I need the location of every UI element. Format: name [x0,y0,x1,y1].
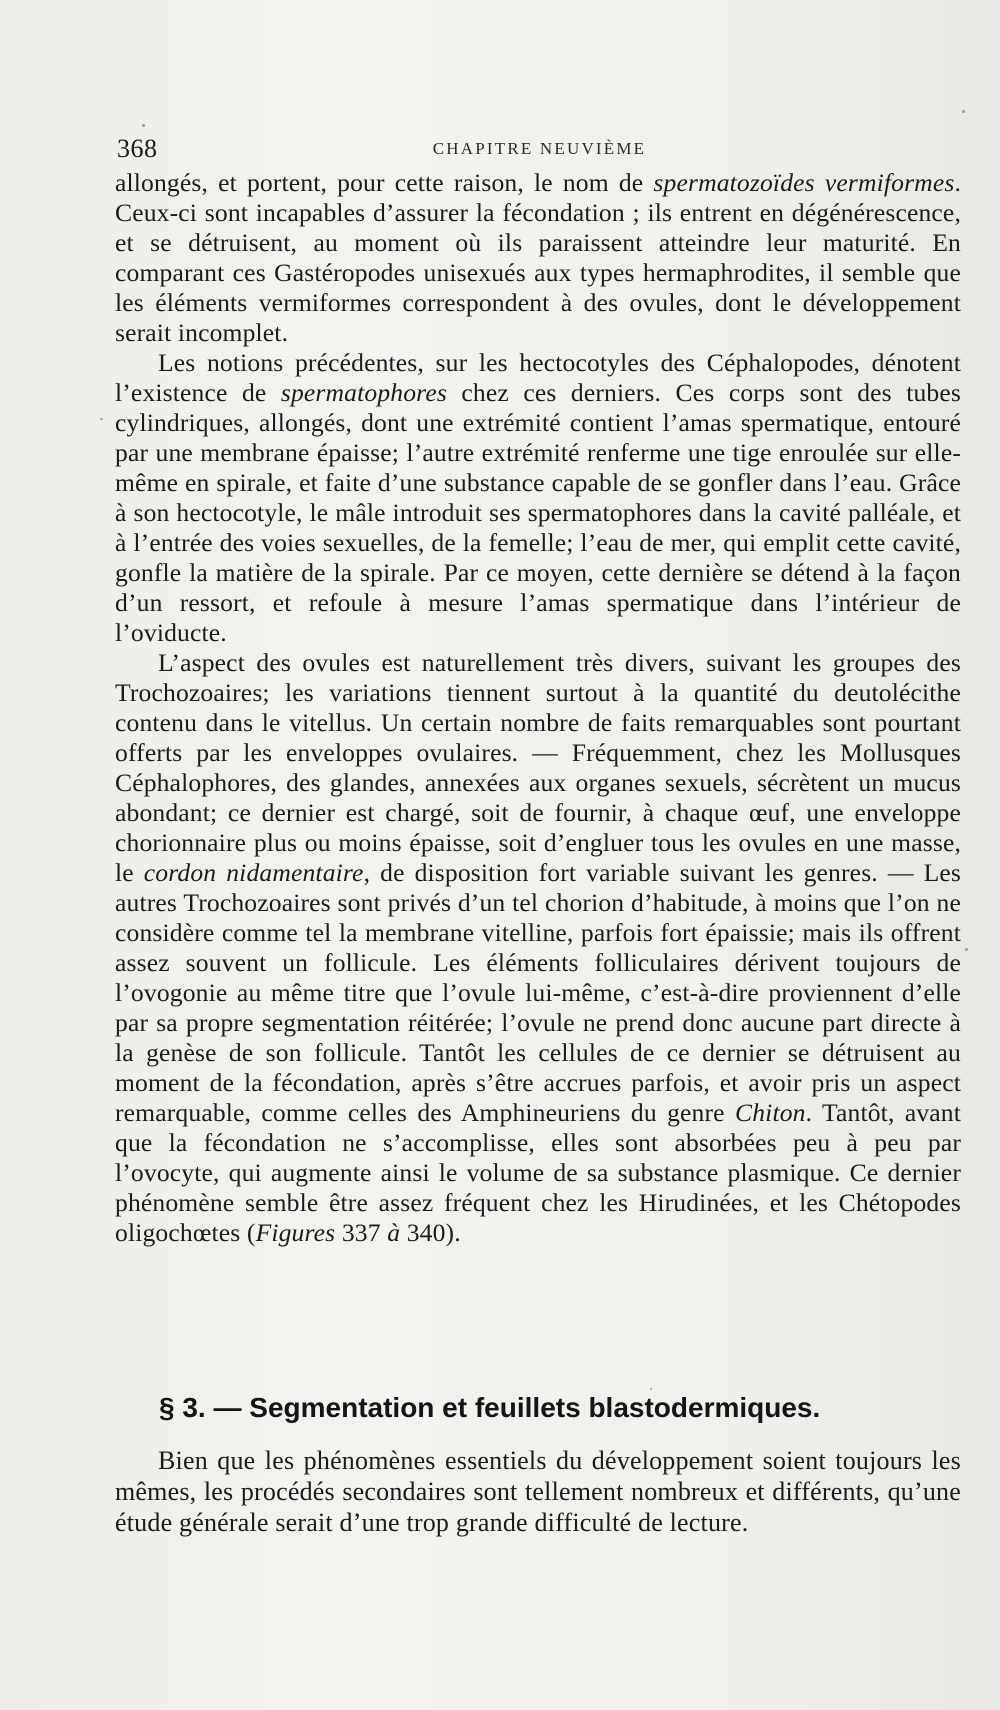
paragraph-3-italic-d: à [387,1218,401,1247]
scan-speck [650,1388,652,1390]
paragraph-3 [115,648,961,1248]
body-text [115,168,961,1248]
paragraph-3-text-a: L’aspect des ovules est naturellement très divers, suivant les groupes des Trochozoaires; les variations tiennent surtout à la quantité du deutolécithe contenu dans le vitellus. Un certain nombre de faits remarquables sont pourtant offerts par les enveloppes ovulaires. — Fréquemment, chez les Mollusques Céphalophores, des glandes, annexées aux organes sexuels, sécrètent un mucus abondant; ce dernier est chargé, soit de fournir, à chaque œuf, une enveloppe chorionnaire plus ou moins épaisse, soit d’engluer tous les ovules en une masse, le [115,648,961,887]
page-header [117,134,962,168]
paragraph-4: Bien que les phénomènes essentiels du développement soient toujours les mêmes, les procédés secondaires sont tellement nombreux et différents, qu’une étude générale serait d’une trop grande difficulté de lecture. [115,1446,961,1537]
paragraph-1-text-a: allongés, et portent, pour cette raison, le nom de [115,168,654,197]
section-title: Segmentation et feuillets blastodermiques. [249,1392,821,1423]
paragraph-2 [115,348,961,648]
running-head: CHAPITRE NEUVIÈME [432,139,647,158]
section-number: § 3. [159,1392,206,1423]
paragraph-1 [115,168,961,348]
section-heading [115,1392,961,1424]
scan-speck [142,124,145,127]
paragraph-3-text-d: 337 [335,1218,388,1247]
paragraph-3-text-b: , de disposition fort variable suivant les genres. — Les autres Trochozoaires sont privés d’un tel chorion d’habitude, à moins que l’on ne considère comme tel la membrane vitelline, parfois fort épaissie; mais ils offrent assez souvent un follicule. Les éléments folliculaires dérivent toujours de l’ovogonie au même titre que l’ovule lui-même, c’est-à-dire proviennent d’elle par sa propre segmentation réitérée; l’ovule ne prend donc aucune part directe à la genèse de son follicule. Tantôt les cellules de ce dernier se détruisent au moment de la fécondation, après s’être accrues parfois, et avoir pris un aspect remarquable, comme celles des Amphineuriens du genre [115,858,961,1127]
paragraph-2-text-a: Les notions précédentes, sur les hectocotyles des Céphalopodes, dénotent l’existence de [115,348,961,407]
paragraph-3-italic-c: Figures [255,1218,336,1247]
scan-speck [965,948,968,951]
paragraph-2-text-b: chez ces derniers. Ces corps sont des tubes cylindriques, allongés, dont une extrémité contient l’amas spermatique, entouré par une membrane épaisse; l’autre extrémité renferme une tige enroulée sur elle-même en spirale, et faite d’une substance capable de se gonfler dans l’eau. Grâce à son hectocotyle, le mâle introduit ses spermatophores dans la cavité palléale, et à l’entrée des voies sexuelles, de la femelle; l’eau de mer, qui emplit cette cavité, gonfle la matière de la spirale. Par ce moyen, cette dernière se détend à la façon d’un ressort, et refoule à mesure l’amas spermatique dans l’intérieur de l’oviducte. [115,378,961,647]
paragraph-1-italic: spermatozoïdes vermiformes [653,168,955,197]
paragraph-3-italic-b: Chiton [735,1098,806,1127]
paragraph-1-text-b: . Ceux-ci sont incapables d’assurer la fécondation ; ils entrent en dégénérescence, et se détruisent, au moment où ils paraissent atteindre leur maturité. En comparant ces Gastéropodes unisexués aux types hermaphrodites, il semble que les éléments vermiformes correspondent à des ovules, dont le développement serait incomplet. [115,168,961,347]
paragraph-3-text-e: 340). [400,1218,461,1247]
paragraph-3-italic-a: cordon nidamentaire [143,858,364,887]
scan-speck [962,110,965,113]
section-dash: — [213,1392,242,1423]
page-number: 368 [117,134,158,163]
paragraph-3-text-c: . Tantôt, avant que la fécondation ne s’accomplisse, elles sont absorbées peu à peu par l’ovocyte, qui augmente ainsi le volume de sa substance plasmique. Ce dernier phénomène semble être assez fréquent chez les Hirudinées, et les Chétopodes oligochœtes ( [115,1098,961,1247]
scan-speck [100,418,103,420]
paragraph-2-italic: spermatophores [280,378,447,407]
